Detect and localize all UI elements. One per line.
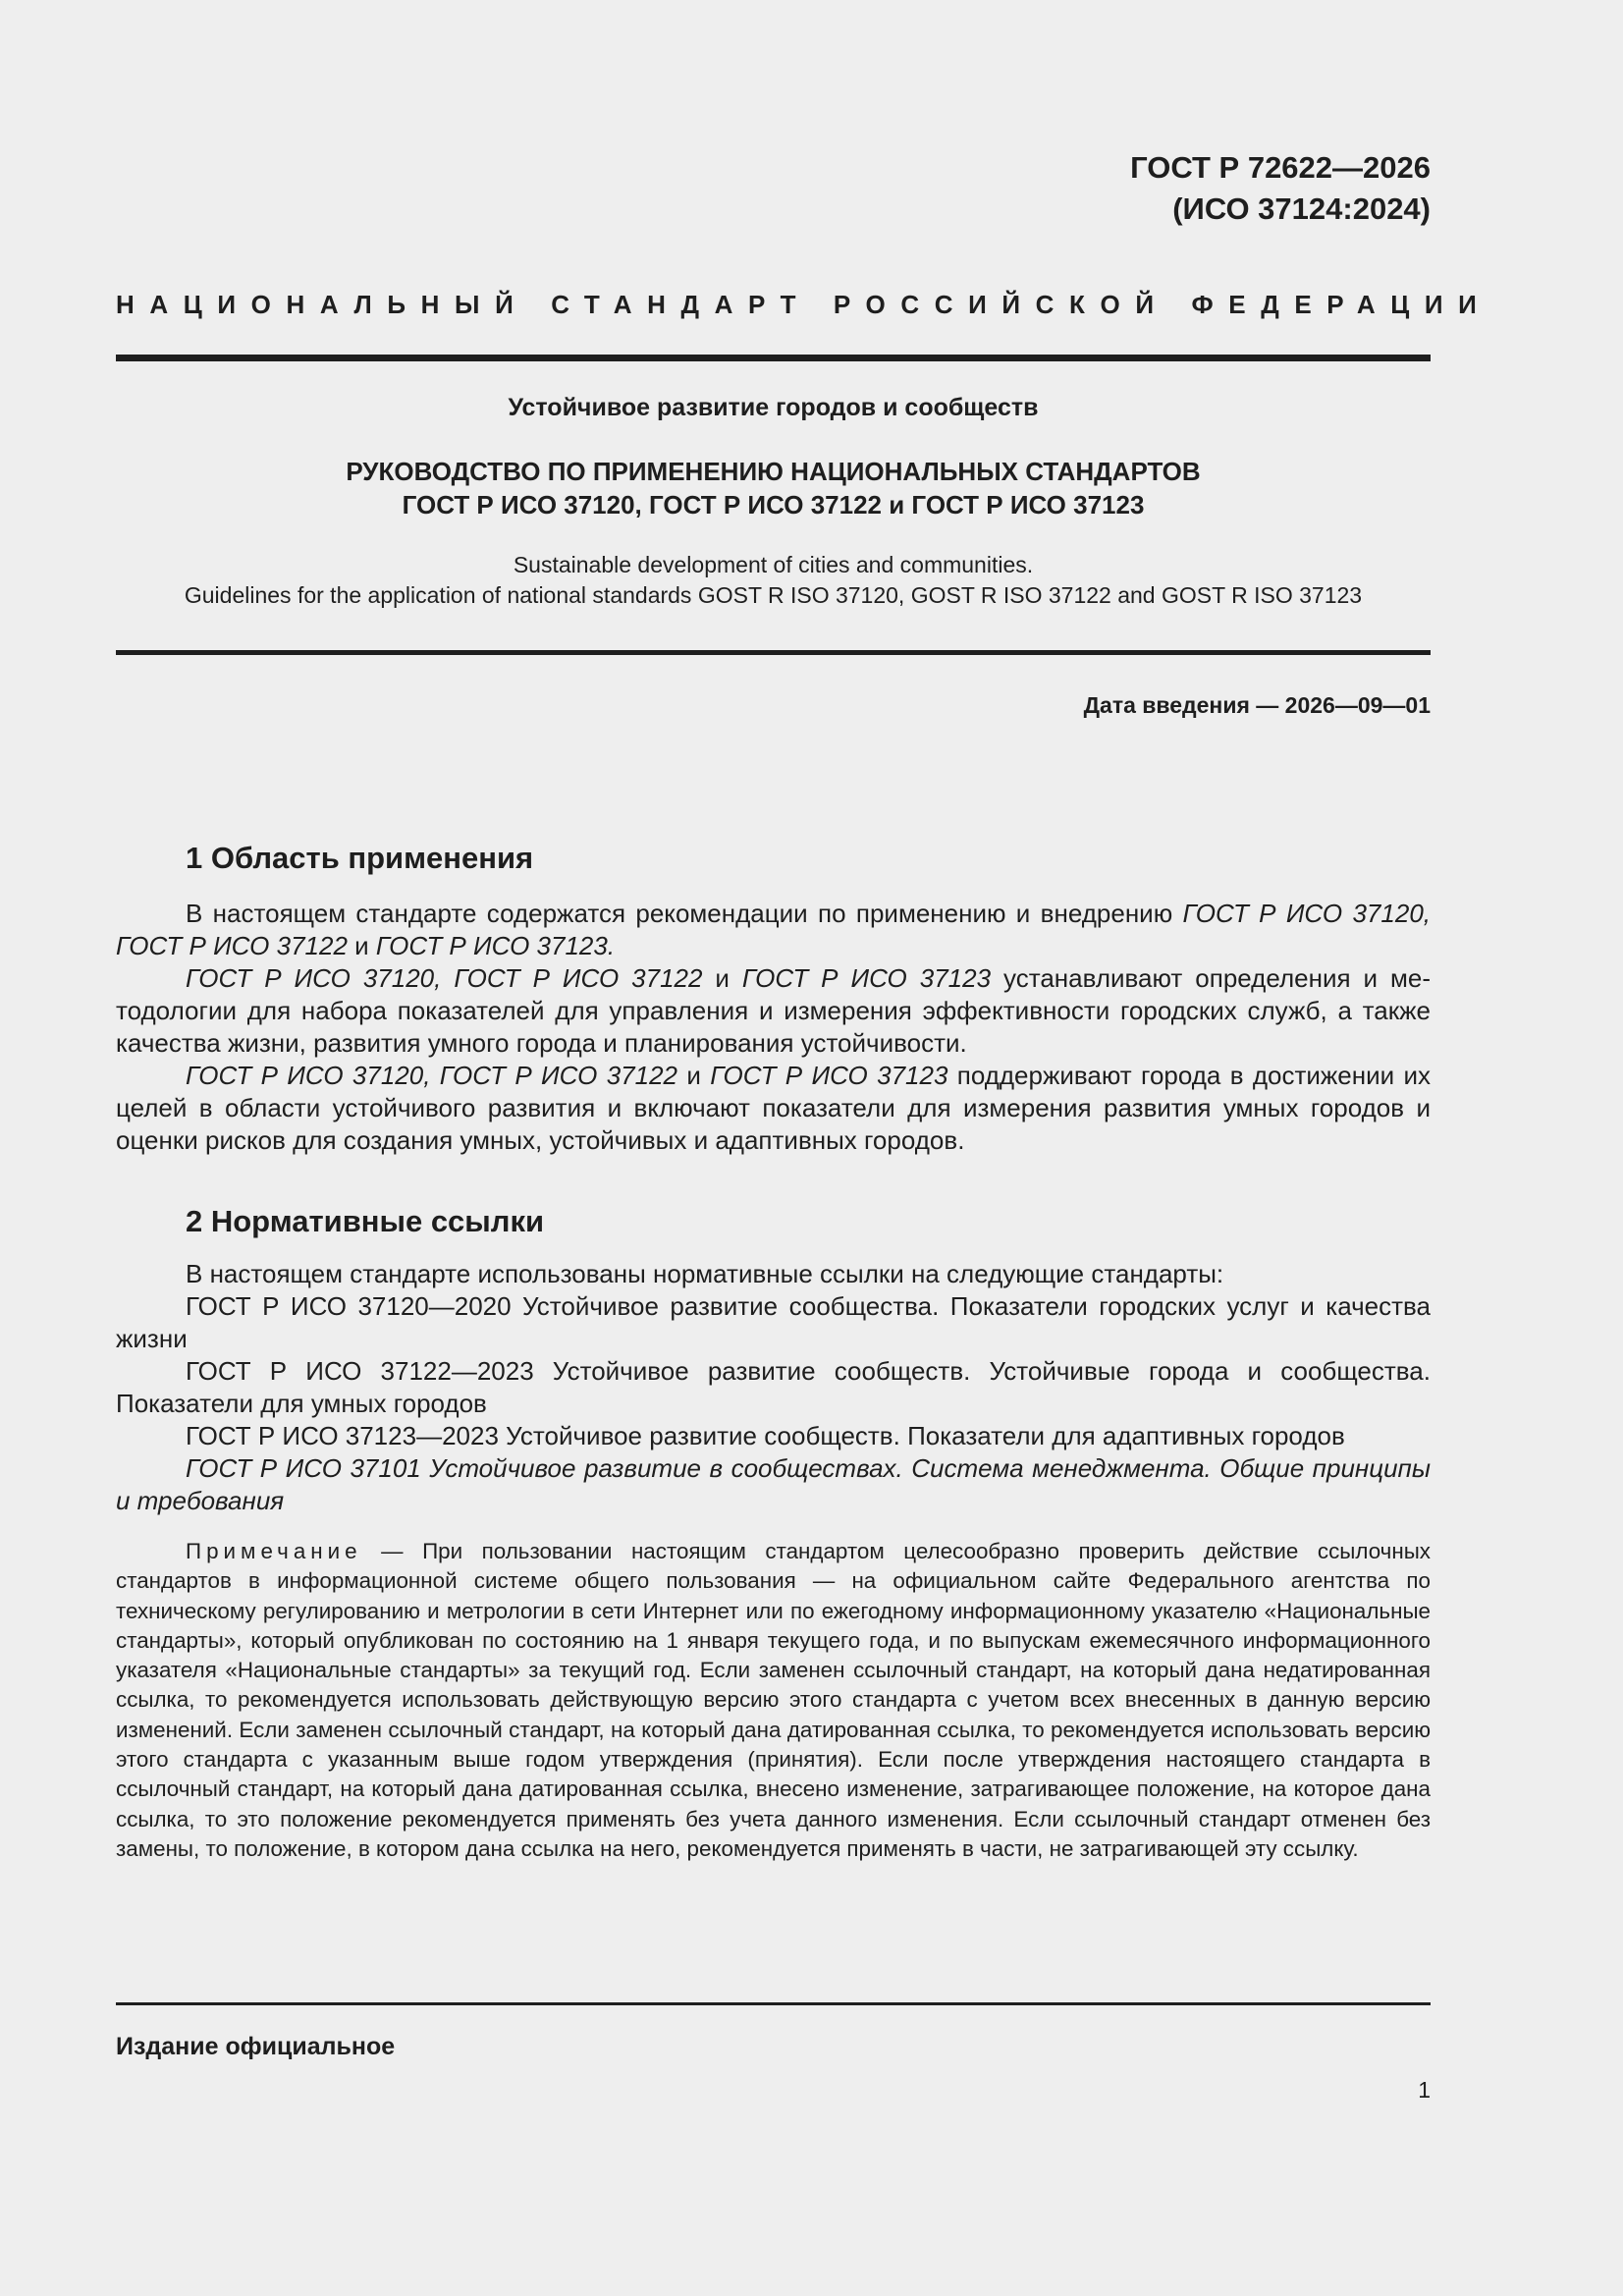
designation-gost: ГОСТ Р 72622—2026	[1130, 150, 1431, 185]
introduction-date: Дата введения — 2026—09—01	[1083, 692, 1431, 718]
document-title-en	[116, 550, 1431, 611]
section-1-paragraph-1	[116, 898, 1431, 962]
section-2-heading: 2 Нормативные ссылки	[186, 1204, 545, 1238]
p1-and: и	[347, 931, 376, 960]
standard-designation	[1130, 147, 1431, 230]
p3-refs: ГОСТ Р ИСО 37120, ГОСТ Р ИСО 37122	[186, 1061, 677, 1090]
p3-text: поддерживают города в достижении их целей в области устойчивого развития и включают показатели для измерения развития умных городов и оценки рисков для создания умных, устойчивых и адаптивных городов.	[116, 1061, 1432, 1155]
p3-and: и	[677, 1061, 711, 1090]
document-title-ru	[116, 455, 1431, 521]
official-edition-label: Издание официальное	[116, 2033, 396, 2060]
title-rule	[116, 650, 1431, 655]
reference-2: ГОСТ Р ИСО 37122—2023 Устойчивое развитие сообществ. Устойчивые города и сообщества. Показатели для умных городов	[116, 1356, 1431, 1418]
reference-4: ГОСТ Р ИСО 37101 Устойчивое развитие в сообществах. Система менеджмента. Общие принципы и требования	[116, 1453, 1431, 1515]
section-1-paragraph-3	[116, 1060, 1431, 1157]
page-number: 1	[1418, 2077, 1431, 2103]
note-label: Примечание	[186, 1539, 362, 1563]
p2-ref-last: ГОСТ Р ИСО 37123	[741, 963, 992, 993]
header-rule	[116, 355, 1431, 361]
national-standard-banner: НАЦИОНАЛЬНЫЙ СТАНДАРТ РОССИЙСКОЙ ФЕДЕРАЦИИ	[116, 290, 1492, 319]
note-paragraph	[116, 1537, 1431, 1864]
p2-refs: ГОСТ Р ИСО 37120, ГОСТ Р ИСО 37122	[186, 963, 703, 993]
section-2-body	[116, 1258, 1431, 1517]
section-1-body	[116, 898, 1431, 1157]
note-text: — При пользовании настоящим стандартом целесообразно проверить действие ссылочных стандартов в информационной системе общего пользования — на официальном сайте Федерального агентства по техническому регулированию и метрологии в сети Интернет или по ежегодному информационному указателю «Национальные стандарты», который опубликован по состоянию на 1 января текущего года, и по выпускам ежемесячного информационного указателя «Национальные стандарты» за текущий год. Если заменен ссылочный стандарт, на который дана недатированная ссылка, то рекомендуется использовать действующую версию этого стандарта с учетом всех внесенных в данную версию изменений. Если заменен ссылочный стандарт, на который дана датированная ссылка, то рекомендуется использовать версию этого стандарта с указанным выше годом утверждения (принятия). Если после утверждения настоящего стандарта в ссылочный стандарт, на который дана датированная ссылка, внесено изменение, затрагивающее положение, на которое дана ссылка, то это положение рекомендуется применять без учета данного изменения. Если ссылочный стандарт отменен без замены, то положение, в котором дана ссылка на него, рекомендуется применять в части, не затрагивающей эту ссылку.	[116, 1539, 1431, 1861]
title-ru-line-2: ГОСТ Р ИСО 37120, ГОСТ Р ИСО 37122 и ГОСТ Р ИСО 37123	[402, 490, 1145, 519]
section-1-paragraph-2	[116, 962, 1431, 1060]
reference-1: ГОСТ Р ИСО 37120—2020 Устойчивое развитие сообщества. Показатели городских услуг и качества жизни	[116, 1291, 1431, 1353]
p1-text: В настоящем стандарте содержатся рекомендации по применению и внедрению	[186, 899, 1183, 928]
p2-and: и	[702, 963, 742, 993]
reference-3: ГОСТ Р ИСО 37123—2023 Устойчивое развитие сообществ. Показатели для адаптивных городов	[186, 1421, 1345, 1450]
p3-ref-last: ГОСТ Р ИСО 37123	[710, 1061, 948, 1090]
document-subtitle: Устойчивое развитие городов и сообществ	[508, 394, 1039, 421]
references-intro: В настоящем стандарте использованы нормативные ссылки на следующие стандарты:	[186, 1259, 1224, 1288]
p2-text: устанавливают определения и методологии для набора показателей для управления и измерения эффективности городских служб, а также качества жизни, развития умного города и планирования устойчивости.	[116, 963, 1431, 1058]
p1-ref-last: ГОСТ Р ИСО 37123.	[375, 931, 616, 960]
title-en-line-2: Guidelines for the application of national standards GOST R ISO 37120, GOST R ISO 37122 and GOST R ISO 37123	[184, 582, 1363, 608]
footer-rule	[116, 2002, 1431, 2005]
section-1-heading: 1 Область применения	[186, 841, 534, 875]
designation-iso: (ИСО 37124:2024)	[1172, 191, 1431, 226]
p1-refs: ГОСТ Р ИСО 37120, ГОСТ Р ИСО 37122	[116, 899, 1431, 960]
title-ru-line-1: РУКОВОДСТВО ПО ПРИМЕНЕНИЮ НАЦИОНАЛЬНЫХ СТАНДАРТОВ	[346, 457, 1201, 486]
title-en-line-1: Sustainable development of cities and communities.	[513, 552, 1034, 577]
